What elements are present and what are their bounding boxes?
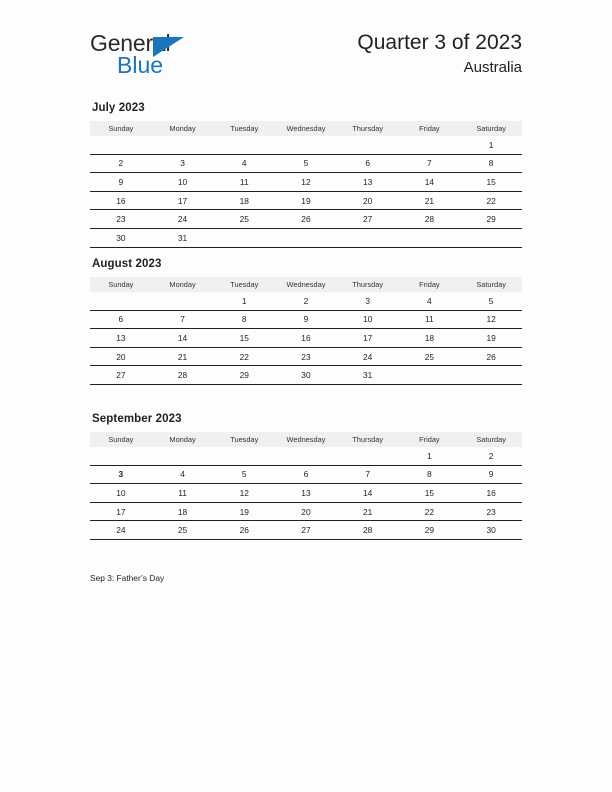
day-cell[interactable]: 17 [337, 329, 399, 348]
day-cell[interactable]: 20 [275, 502, 337, 521]
day-cell[interactable]: 28 [399, 210, 461, 229]
day-cell-empty [275, 228, 337, 247]
day-cell[interactable]: 21 [399, 191, 461, 210]
week-row [90, 173, 522, 192]
day-cell[interactable]: 30 [90, 228, 152, 247]
day-cell-empty [399, 228, 461, 247]
day-cell[interactable]: 30 [275, 366, 337, 385]
weekday-header-saturday: Saturday [460, 121, 522, 136]
week-row [90, 465, 522, 484]
day-cell[interactable]: 22 [460, 191, 522, 210]
day-cell[interactable]: 23 [460, 502, 522, 521]
day-cell[interactable]: 30 [460, 521, 522, 540]
weekday-header-tuesday: Tuesday [213, 432, 275, 447]
day-cell[interactable]: 28 [337, 521, 399, 540]
week-row [90, 136, 522, 154]
day-cell[interactable]: 23 [90, 210, 152, 229]
day-cell[interactable]: 11 [213, 173, 275, 192]
week-row [90, 210, 522, 229]
day-cell[interactable]: 19 [460, 329, 522, 348]
holiday-notes [90, 571, 522, 585]
day-cell[interactable]: 23 [275, 347, 337, 366]
day-cell[interactable]: 24 [337, 347, 399, 366]
day-cell[interactable]: 14 [337, 484, 399, 503]
day-cell[interactable]: 22 [213, 347, 275, 366]
day-cell[interactable]: 7 [399, 154, 461, 173]
day-cell[interactable]: 24 [152, 210, 214, 229]
day-cell[interactable]: 7 [152, 310, 214, 329]
day-cell-empty [337, 447, 399, 465]
day-cell-empty [152, 292, 214, 310]
logo-word-general: General [90, 30, 171, 56]
day-cell[interactable]: 16 [90, 191, 152, 210]
day-cell[interactable]: 29 [399, 521, 461, 540]
day-cell[interactable]: 17 [152, 191, 214, 210]
day-cell[interactable]: 1 [241, 295, 247, 306]
week-row [90, 191, 522, 210]
weekday-header-thursday: Thursday [337, 432, 399, 447]
day-cell[interactable]: 15 [213, 329, 275, 348]
day-cell[interactable]: 8 [460, 154, 522, 173]
month-title: September 2023 [92, 413, 182, 425]
day-cell[interactable]: 13 [275, 484, 337, 503]
day-cell-empty [152, 136, 214, 154]
day-cell[interactable]: 26 [213, 521, 275, 540]
day-cell[interactable]: 17 [90, 502, 152, 521]
day-cell-empty [337, 228, 399, 247]
day-cell[interactable]: 8 [213, 310, 275, 329]
month-calendar-table [90, 277, 522, 385]
day-cell[interactable]: 12 [213, 484, 275, 503]
day-cell[interactable]: 13 [90, 329, 152, 348]
day-cell[interactable]: 14 [399, 173, 461, 192]
day-cell[interactable]: 9 [90, 173, 152, 192]
month-title: August 2023 [92, 258, 162, 270]
day-cell-empty [275, 136, 337, 154]
day-cell-holiday[interactable]: 3 [90, 465, 152, 484]
day-cell-empty [275, 447, 337, 465]
month-section-august [90, 258, 522, 385]
day-cell[interactable]: 22 [399, 502, 461, 521]
day-cell[interactable]: 31 [152, 228, 214, 247]
day-cell-empty [460, 366, 522, 385]
weekday-header-saturday: Saturday [460, 277, 522, 292]
weekday-header-friday: Friday [399, 432, 461, 447]
day-cell[interactable]: 29 [460, 210, 522, 229]
triangle-icon [153, 37, 184, 57]
day-cell[interactable]: 15 [399, 484, 461, 503]
day-cell[interactable]: 2 [90, 154, 152, 173]
day-cell[interactable]: 6 [90, 310, 152, 329]
day-cell[interactable]: 20 [90, 347, 152, 366]
week-row [90, 484, 522, 503]
week-row [90, 228, 522, 247]
day-cell[interactable]: 5 [488, 295, 494, 306]
month-calendar-table [90, 121, 522, 248]
weekday-header-monday: Monday [152, 432, 214, 447]
month-title: July 2023 [92, 102, 145, 114]
day-cell[interactable]: 28 [152, 366, 214, 385]
day-cell[interactable]: 9 [460, 465, 522, 484]
day-cell[interactable]: 7 [337, 465, 399, 484]
day-cell[interactable]: 25 [152, 521, 214, 540]
day-cell[interactable]: 1 [427, 450, 432, 461]
weekday-header-wednesday: Wednesday [275, 432, 337, 447]
weekday-header-row [90, 432, 522, 447]
day-cell[interactable]: 16 [275, 329, 337, 348]
week-row [90, 521, 522, 540]
weekday-header-sunday: Sunday [90, 432, 152, 447]
day-cell[interactable]: 27 [90, 366, 152, 385]
day-cell[interactable]: 3 [152, 154, 214, 173]
day-cell[interactable]: 10 [152, 173, 214, 192]
day-cell-empty [152, 447, 214, 465]
weekday-header-row [90, 121, 522, 136]
week-row [90, 366, 522, 385]
day-cell[interactable]: 12 [460, 310, 522, 329]
day-cell[interactable]: 9 [275, 310, 337, 329]
day-cell[interactable]: 25 [213, 210, 275, 229]
weekday-header-wednesday: Wednesday [275, 277, 337, 292]
day-cell-empty [460, 228, 522, 247]
day-cell[interactable]: 13 [337, 173, 399, 192]
table-header-row [90, 121, 522, 136]
day-cell[interactable]: 10 [337, 310, 399, 329]
day-cell[interactable]: 5 [275, 154, 337, 173]
day-cell[interactable]: 24 [90, 521, 152, 540]
month-grid-body [90, 136, 522, 247]
logo-word-blue: Blue [117, 52, 164, 78]
day-cell-empty [399, 366, 461, 385]
day-cell[interactable]: 5 [213, 465, 275, 484]
day-cell[interactable]: 11 [152, 484, 214, 503]
day-cell[interactable]: 27 [337, 210, 399, 229]
day-cell[interactable]: 1 [488, 139, 494, 150]
day-cell[interactable]: 2 [488, 450, 494, 461]
day-cell[interactable]: 19 [213, 502, 275, 521]
day-cell-empty [213, 228, 275, 247]
day-cell[interactable]: 4 [152, 465, 214, 484]
table-header-row [90, 277, 522, 292]
day-cell-empty [90, 292, 152, 310]
weekday-header-monday: Monday [152, 277, 214, 292]
page-header [90, 30, 522, 92]
day-cell[interactable]: 11 [399, 310, 461, 329]
weekday-header-tuesday: Tuesday [213, 121, 275, 136]
day-cell[interactable]: 15 [460, 173, 522, 192]
day-cell[interactable]: 29 [213, 366, 275, 385]
weekday-header-friday: Friday [399, 277, 461, 292]
week-row [90, 292, 522, 310]
day-cell[interactable]: 8 [399, 465, 461, 484]
month-section-september [90, 413, 522, 540]
day-cell[interactable]: 6 [275, 465, 337, 484]
weekday-header-saturday: Saturday [460, 432, 522, 447]
day-cell[interactable]: 16 [460, 484, 522, 503]
day-cell[interactable]: 2 [303, 295, 309, 306]
day-cell[interactable]: 18 [213, 191, 275, 210]
day-cell[interactable]: 12 [275, 173, 337, 192]
day-cell[interactable]: 25 [399, 347, 461, 366]
day-cell-empty [90, 447, 152, 465]
table-header-row [90, 432, 522, 447]
day-cell[interactable]: 10 [90, 484, 152, 503]
week-row [90, 310, 522, 329]
week-row [90, 154, 522, 173]
weekday-header-wednesday: Wednesday [275, 121, 337, 136]
day-cell[interactable]: 26 [460, 347, 522, 366]
day-cell[interactable]: 18 [399, 329, 461, 348]
day-cell[interactable]: 31 [337, 366, 399, 385]
month-grid-body [90, 292, 522, 384]
weekday-header-row [90, 277, 522, 292]
week-row [90, 447, 522, 465]
day-cell[interactable]: 4 [427, 295, 432, 306]
month-calendar-table [90, 432, 522, 540]
day-cell[interactable]: 6 [337, 154, 399, 173]
day-cell-empty [213, 447, 275, 465]
month-section-july [90, 102, 522, 248]
holiday-note: Sep 3: Father’s Day [90, 573, 165, 583]
weekday-header-thursday: Thursday [337, 277, 399, 292]
day-cell-empty [399, 136, 461, 154]
day-cell-empty [337, 136, 399, 154]
day-cell[interactable]: 18 [152, 502, 214, 521]
page-title: Quarter 3 of 2023 [357, 31, 522, 54]
weekday-header-monday: Monday [152, 121, 214, 136]
month-grid-body [90, 447, 522, 539]
weekday-header-sunday: Sunday [90, 121, 152, 136]
day-cell[interactable]: 20 [337, 191, 399, 210]
title-block [222, 30, 522, 79]
day-cell-empty [213, 136, 275, 154]
week-row [90, 502, 522, 521]
weekday-header-sunday: Sunday [90, 277, 152, 292]
day-cell[interactable]: 4 [213, 154, 275, 173]
day-cell[interactable]: 14 [152, 329, 214, 348]
day-cell-empty [90, 136, 152, 154]
day-cell[interactable]: 26 [275, 210, 337, 229]
day-cell[interactable]: 3 [365, 295, 370, 306]
weekday-header-friday: Friday [399, 121, 461, 136]
weekday-header-tuesday: Tuesday [213, 277, 275, 292]
country-subtitle: Australia [463, 59, 522, 76]
day-cell[interactable]: 21 [152, 347, 214, 366]
weekday-header-thursday: Thursday [337, 121, 399, 136]
day-cell[interactable]: 19 [275, 191, 337, 210]
week-row [90, 329, 522, 348]
week-row [90, 347, 522, 366]
day-cell[interactable]: 21 [337, 502, 399, 521]
day-cell[interactable]: 27 [275, 521, 337, 540]
